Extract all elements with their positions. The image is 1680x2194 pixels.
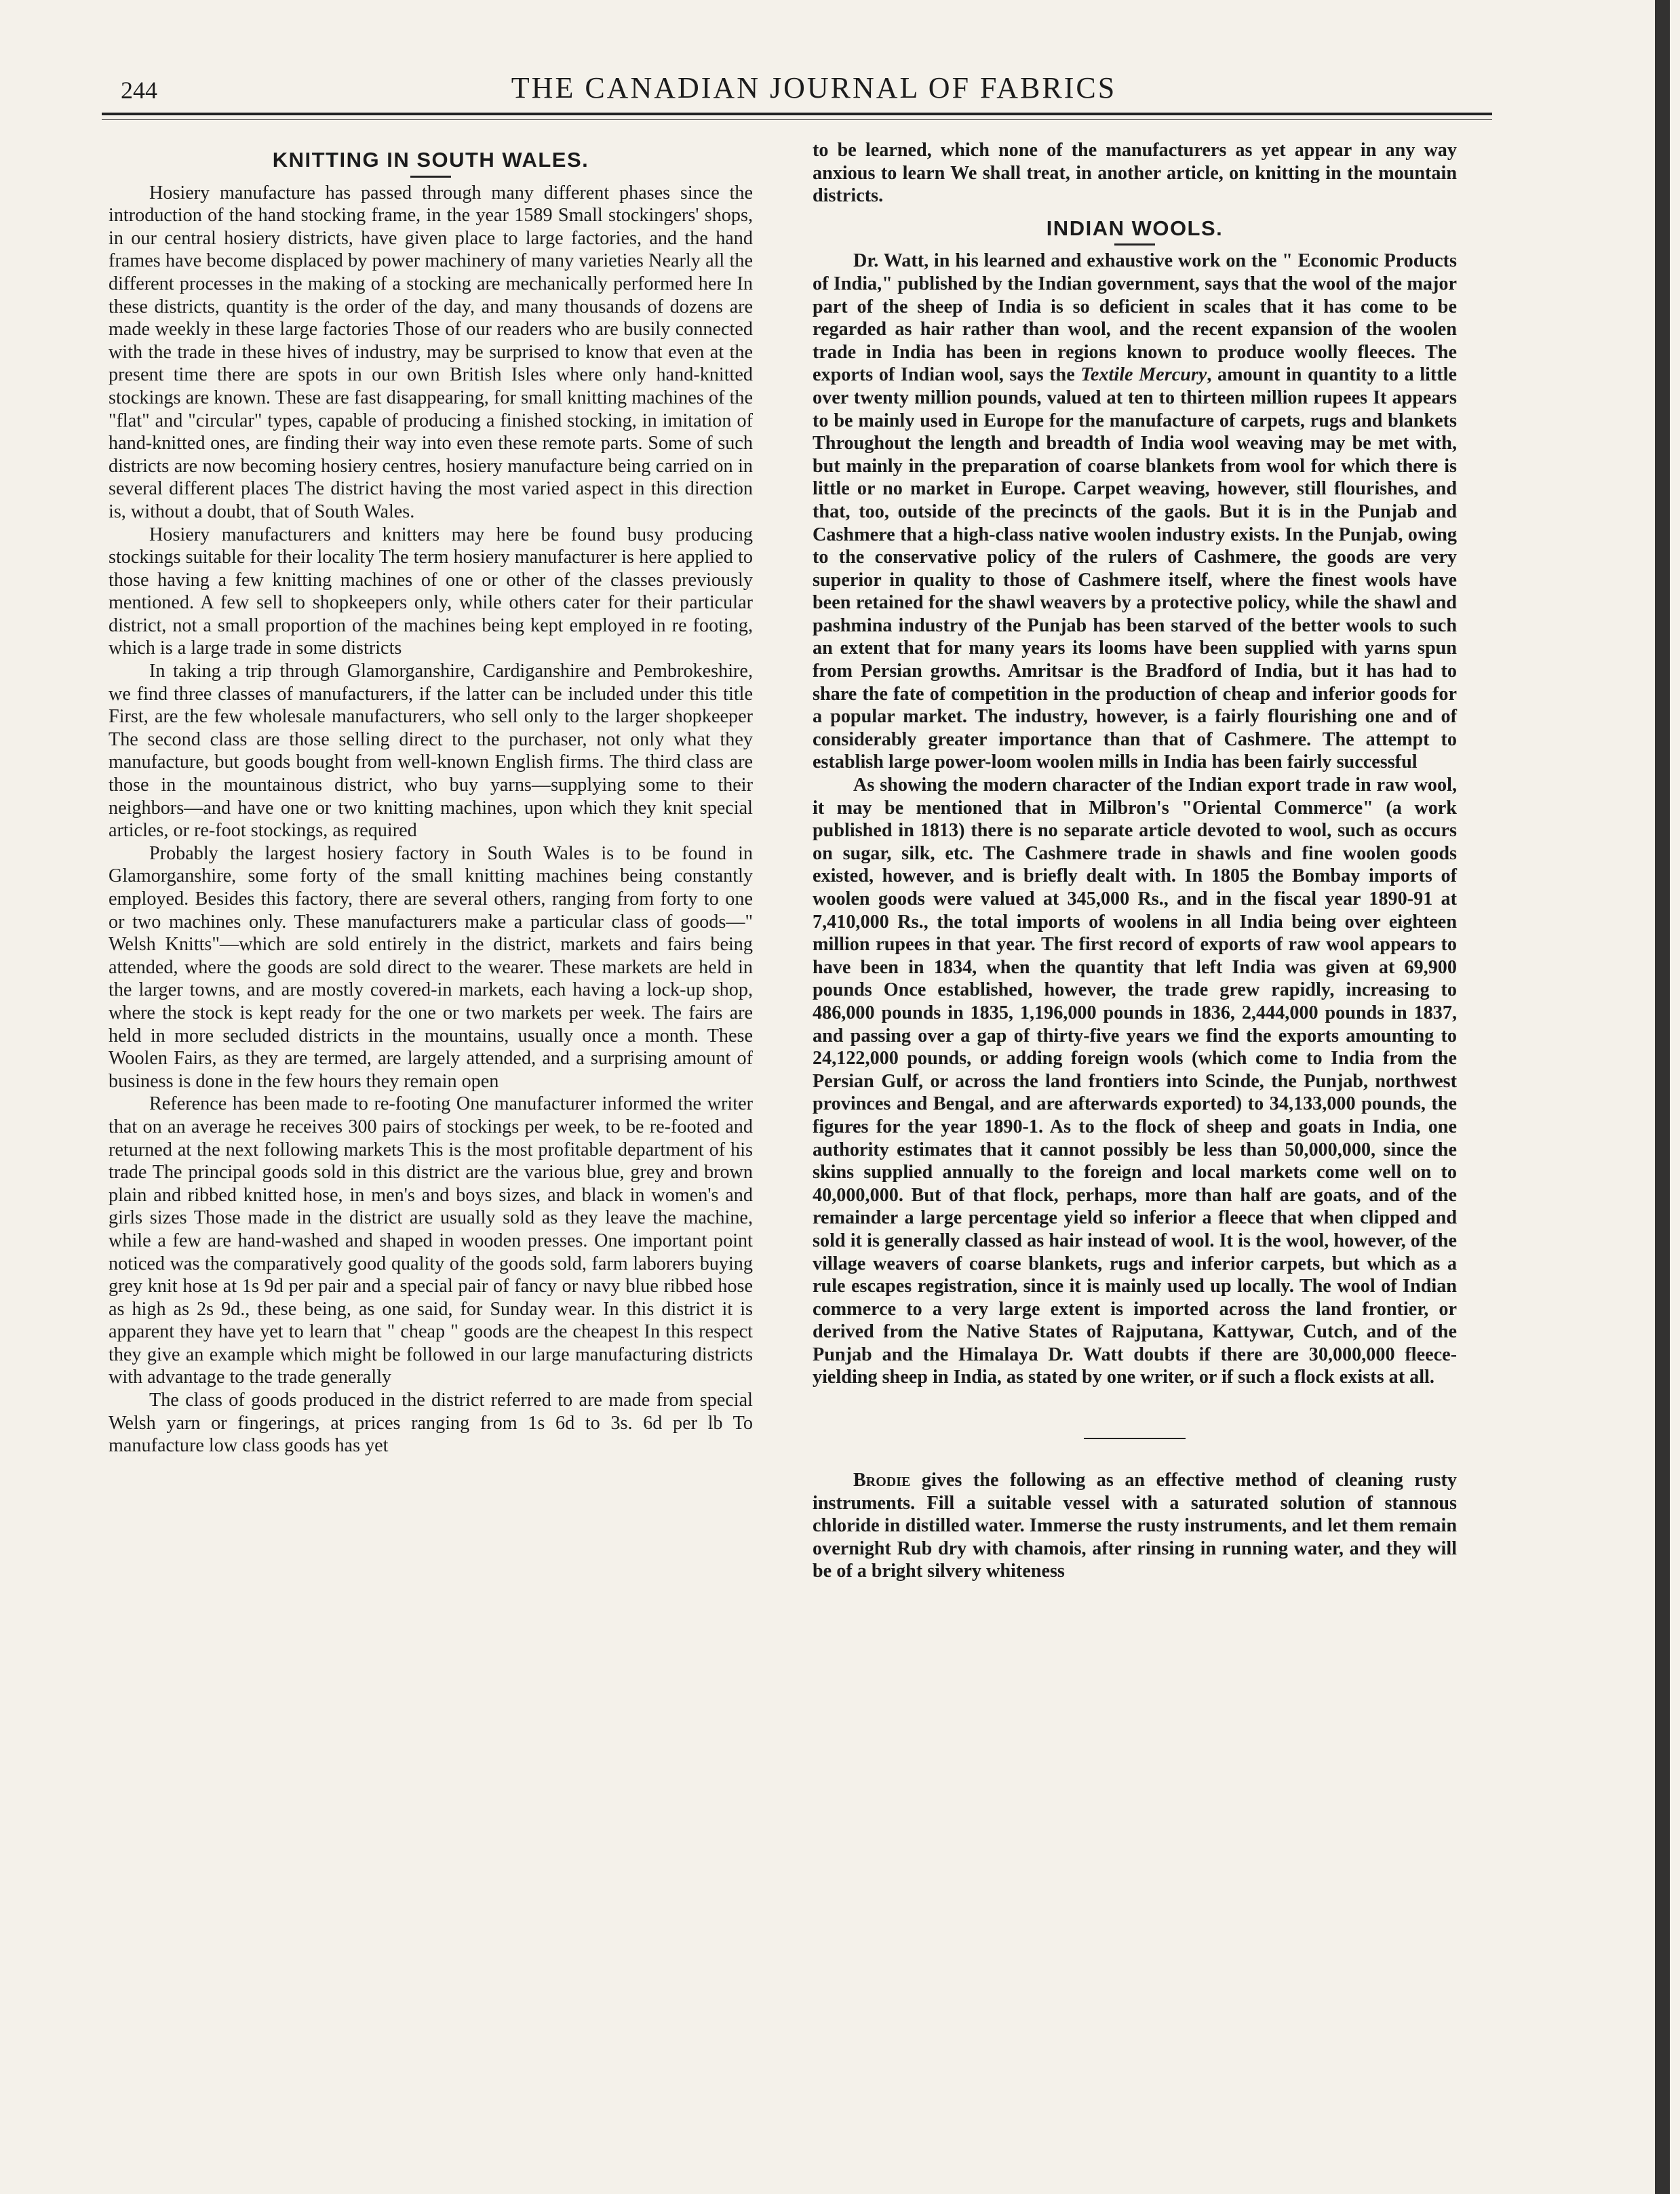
left-column xyxy=(109,139,753,1457)
section-divider xyxy=(1084,1438,1186,1439)
continuation-paragraph: to be learned, which none of the manufacturers as yet appear in any way anxious to learn We shall treat, in another article, on knitting in the mountain districts. xyxy=(813,140,1457,207)
text-run: Dr. Watt, in his learned and exhaustive work on the " Economic Products of India," published by the Indian government, says that the wool of the major part of the sheep of India is so deficient in scales that it has come to be regarded as hair rather than wool, and the recent expansion of the woolen trade in India has been in regions known to produce woolly fleeces. The exports of Indian wool, says the xyxy=(813,250,1457,386)
article-headline-knitting: KNITTING IN SOUTH WALES. xyxy=(272,148,589,172)
paragraph: Probably the largest hosiery factory in South Wales is to be found in Glamorganshire, some forty of the small knitting machines being constantly employed. Besides this factory, there are several others, ranging from forty to one or two machines only. These manufacturers make a particular class of goods—" Welsh Knitts"—which are sold entirely in the district, markets and fairs being attended, where the goods are sold direct to the wearer. These markets are held in the larger towns, and are mostly covered-in markets, each having a lock-up shop, where the stock is kept ready for the one or two markets per week. The fairs are held in more secluded districts in the mountains, usually once a month. These Woolen Fairs, as they are termed, are largely attended, and a surprising amount of business is done in the few hours they remain open xyxy=(109,842,753,1092)
publication-title: Textile Mercury xyxy=(1080,364,1207,386)
text-run: gives the following as an effective method of cleaning rusty instruments. Fill a suitable vessel with a saturated solution of stannous chloride in distilled water. Immerse the rusty instruments, and let them remain overnight Rub dry with chamois, after rinsing in running water, and they will be of a bright silvery whiteness xyxy=(813,1470,1457,1582)
note-paragraph xyxy=(813,1469,1457,1583)
paragraph: In taking a trip through Glamorganshire, Cardiganshire and Pembrokeshire, we find three classes of manufacturers, if the latter can be included under this title First, are the few wholesale manufacturers, who sell only to the larger shopkeeper The second class are those selling direct to the purchaser, not only what they manufacture, but goods bought from well-known English firms. The third class are those in the mountainous district, who buy yarns—supplying some to their neighbors—and have one or two knitting machines, upon which they knit special articles, or re-foot stockings, as required xyxy=(109,661,753,842)
headline-rule xyxy=(410,176,451,178)
text-run: , amount in quantity to a little over twenty million pounds, valued at ten to thirteen million rupees It appears to be mainly used in Europe for the manufacture of carpets, rugs and blankets Throughout the length and breadth of India wool weaving may be met with, but mainly in the preparation of coarse blankets from wool for which there is little or no market in Europe. Carpet weaving, however, still flourishes, and that, too, outside of the precincts of the gaols. But it is in the Punjab and Cashmere that a high-class native woolen industry exists. In the Punjab, owing to the conservative policy of the rulers of Cashmere, the goods are very superior in quality to those of Cashmere itself, where the finest wools have been retained for the shawl weavers by a protective policy, while the shawl and pashmina industry of the Punjab has been starved of the better wools to such an extent that for many years its looms have been supplied with yarns spun from Persian growths. Amritsar is the Bradford of India, but it has had to share the fate of competition in the production of cheap and inferior goods for a popular market. The industry, however, is a fairly flourishing one and of considerably greater importance than that of Cashmere. The attempt to establish large power-loom woolen mills in India has been fairly successful xyxy=(813,364,1457,773)
paragraph xyxy=(813,250,1457,774)
paragraph: As showing the modern character of the Indian export trade in raw wool, it may be mentioned that in Milbron's "Oriental Commerce" (a work published in 1813) there is no separate article devoted to wool, such as occurs on sugar, silk, etc. The Cashmere trade in shawls and fine woolen goods existed, however, and is briefly dealt with. In 1805 the Bombay imports of woolen goods were valued at 345,000 Rs., and in the fiscal year 1890-91 at 7,410,000 Rs., the total imports of woolens in all India being over eighteen million rupees in that year. The first record of exports of raw wool appears to have been in 1834, when the quantity that left India was given at 69,900 pounds Once established, however, the trade grew rapidly, increasing to 486,000 pounds in 1835, 1,196,000 pounds in 1836, 2,444,000 pounds in 1837, and passing over a gap of thirty-five years we find the exports amounting to 24,122,000 pounds, or adding foreign wools (which come to India from the Persian Gulf, or across the land frontiers into Scinde, the Punjab, northwest provinces and Bengal, and are afterwards exported) to 34,133,000 pounds, the figures for the year 1890-1. As to the flock of sheep and goats in India, one authority estimates that it cannot possibly be less than 50,000,000, since the skins supplied annually to the foreign and local markets come well on to 40,000,000. But of that flock, perhaps, more than half are goats, and of the remainder a large percentage yield so inferior a fleece that when clipped and sold it is generally classed as hair instead of wool. It is the wool, however, of the village weavers of coarse blankets, rugs and inferior carpets, but which as a rule escapes registration, since it is mainly used up locally. The wool of Indian commerce to a very large extent is imported across the land frontier, or derived from the Native States of Rajputana, Kattywar, Cutch, and of the Punjab and the Himalaya Dr. Watt doubts if there are 30,000,000 fleece-yielding sheep in India, as stated by one writer, or if such a flock exists at all. xyxy=(813,775,1457,1388)
journal-title: THE CANADIAN JOURNAL OF FABRICS xyxy=(511,71,1117,104)
header-rule-thin xyxy=(102,119,1492,120)
right-column xyxy=(813,139,1457,1583)
page-number: 244 xyxy=(121,77,157,104)
note-lead: Brodie xyxy=(853,1470,911,1491)
article-headline-indian-wools: INDIAN WOOLS. xyxy=(1046,216,1224,240)
headline-rule xyxy=(1114,243,1155,246)
header-rule xyxy=(102,113,1492,115)
paragraph: The class of goods produced in the district referred to are made from special Welsh yarn or fingerings, at prices ranging from 1s 6d to 3s. 6d per lb To manufacture low class goods has yet xyxy=(109,1390,753,1457)
binding-edge xyxy=(1655,0,1670,2194)
paragraph: Hosiery manufacture has passed through many different phases since the introduction of the hand stocking frame, in the year 1589 Small stockingers' shops, in our central hosiery districts, have given place to large factories, and the hand frames have become displaced by power machinery of many varieties Nearly all the different processes in the making of a stocking are mechanically performed here In these districts, quantity is the order of the day, and many thousands of dozens are made weekly in these large factories Those of our readers who are busily connected with the trade in these hives of industry, may be surprised to know that even at the present time there are spots in our own British Isles where only hand-knitted stockings are known. These are fast disappearing, for small knitting machines of the "flat" and "circular" types, capable of producing a finished stocking, in imitation of hand-knitted ones, are finding their way into even these remote parts. Some of such districts are now becoming hosiery centres, hosiery manufacture being carried on in several different places The district having the most varied aspect in this direction is, without a doubt, that of South Wales. xyxy=(109,182,753,522)
paragraph: Reference has been made to re-footing One manufacturer informed the writer that on an average he receives 300 pairs of stockings per week, to be re-footed and returned at the next following markets This is the most profitable department of his trade The principal goods sold in this district are the various blue, grey and brown plain and ribbed knitted hose, in men's and boys sizes, and black in women's and girls sizes Those made in the district are usually sold as they leave the machine, while a few are hand-washed and shaped in wooden presses. One important point noticed was the comparatively good quality of the goods sold, farm laborers buying grey knit hose at 1s 9d per pair and a special pair of fancy or navy blue ribbed hose as high as 2s 9d., these being, as one said, for Sunday wear. In this district it is apparent they have yet to learn that " cheap " goods are the cheapest In this respect they give an example which might be followed in our large manufacturing districts with advantage to the trade generally xyxy=(109,1093,753,1388)
paragraph: Hosiery manufacturers and knitters may here be found busy producing stockings suitable for their locality The term hosiery manufacturer is here applied to those having a few knitting machines of one or other of the classes previously mentioned. A few sell to shopkeepers only, while others cater for their particular district, not a small proportion of the machines being kept employed in re footing, which is a large trade in some districts xyxy=(109,524,753,659)
